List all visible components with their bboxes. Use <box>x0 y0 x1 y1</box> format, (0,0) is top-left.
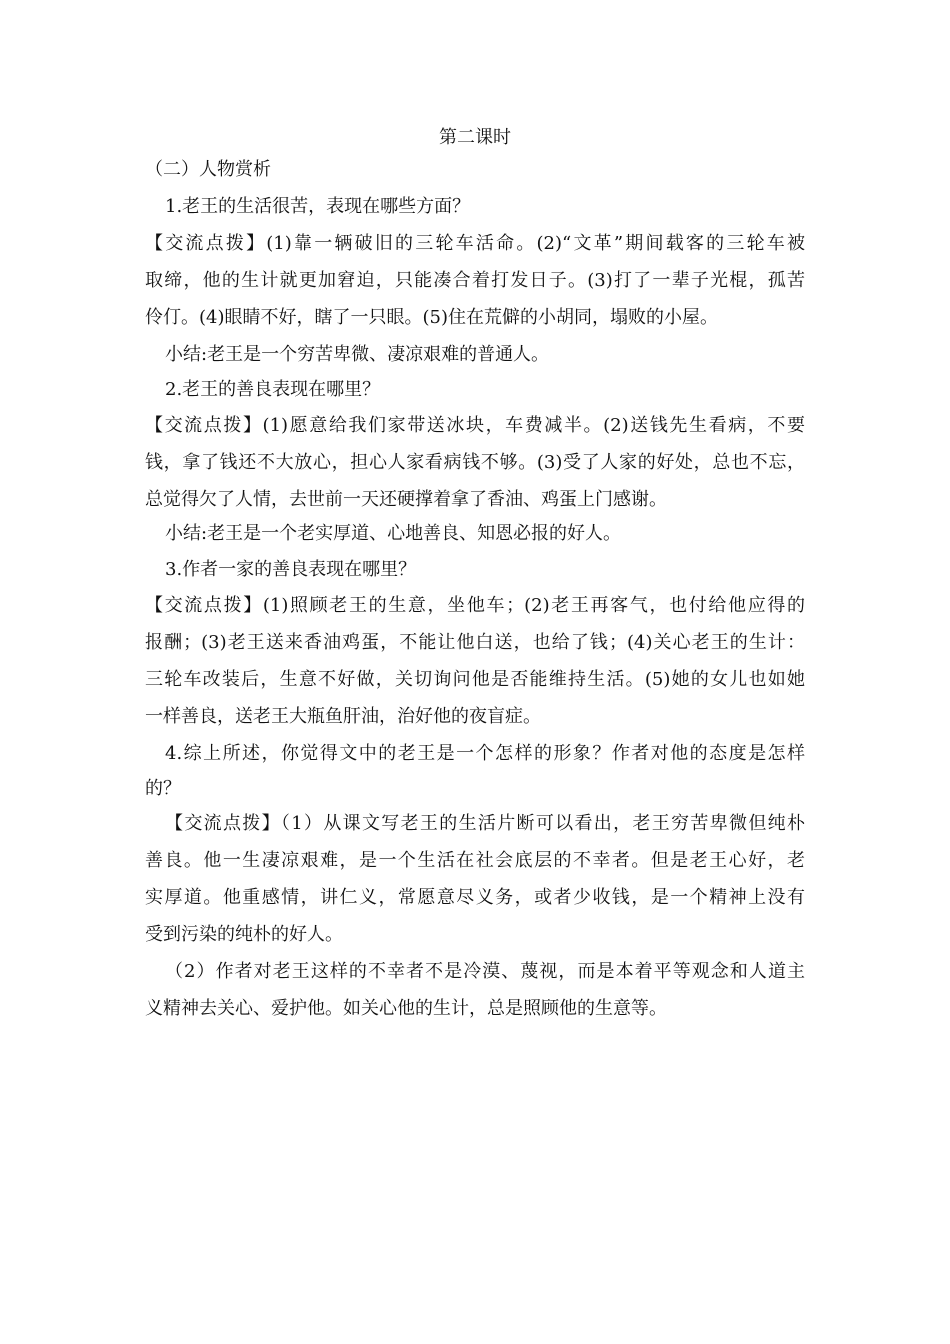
answer-3-line-4: 一样善良，送老王大瓶鱼肝油，治好他的夜盲症。 <box>145 706 541 727</box>
answer-4-line-4: 受到污染的纯朴的好人。 <box>145 924 343 945</box>
question-1: 1.老王的生活很苦，表现在哪些方面？ <box>165 196 471 217</box>
question-4-line-2: 的？ <box>145 778 181 799</box>
answer-3-line-3: 三轮车改装后，生意不好做，关切询问他是否能维持生活。(5)她的女儿也如她 <box>145 669 805 690</box>
answer-4-line-2: 善良。他一生凄凉艰难，是一个生活在社会底层的不幸者。但是老王心好，老 <box>145 850 805 871</box>
page-title: 第二课时 <box>439 127 511 148</box>
summary-1: 小结:老王是一个穷苦卑微、凄凉艰难的普通人。 <box>165 344 550 365</box>
answer-1-line-1: 【交流点拨】(1)靠一辆破旧的三轮车活命。(2)“文革”期间载客的三轮车被 <box>145 233 805 254</box>
answer-3-line-2: 报酬；(3)老王送来香油鸡蛋，不能让他白送，也给了钱；(4)关心老王的生计： <box>145 632 805 653</box>
answer-3-line-1: 【交流点拨】(1)照顾老王的生意，坐他车；(2)老王再客气，也付给他应得的 <box>145 595 805 616</box>
answer-2-line-3: 总觉得欠了人情，去世前一天还硬撑着拿了香油、鸡蛋上门感谢。 <box>145 489 667 510</box>
section-heading: （二）人物赏析 <box>145 159 271 180</box>
answer-2-line-1: 【交流点拨】(1)愿意给我们家带送冰块，车费减半。(2)送钱先生看病，不要 <box>145 415 805 436</box>
answer-4b-line-1: （2）作者对老王这样的不幸者不是冷漠、蔑视，而是本着平等观念和人道主 <box>165 961 805 982</box>
answer-2-line-2: 钱，拿了钱还不大放心，担心人家看病钱不够。(3)受了人家的好处，总也不忘， <box>145 452 805 473</box>
question-4-line-1: 4.综上所述，你觉得文中的老王是一个怎样的形象？作者对他的态度是怎样 <box>165 743 805 764</box>
summary-2: 小结:老王是一个老实厚道、心地善良、知恩必报的好人。 <box>165 523 622 544</box>
answer-4b-line-2: 义精神去关心、爱护他。如关心他的生计，总是照顾他的生意等。 <box>145 998 667 1019</box>
answer-4-line-1: 【交流点拨】（1）从课文写老王的生活片断可以看出，老王穷苦卑微但纯朴 <box>165 813 805 834</box>
answer-4-line-3: 实厚道。他重感情，讲仁义，常愿意尽义务，或者少收钱，是一个精神上没有 <box>145 887 805 908</box>
answer-1-line-2: 取缔，他的生计就更加窘迫，只能凑合着打发日子。(3)打了一辈子光棍，孤苦 <box>145 270 805 291</box>
question-2: 2.老王的善良表现在哪里？ <box>165 379 381 400</box>
question-3: 3.作者一家的善良表现在哪里？ <box>165 559 417 580</box>
answer-1-line-3: 伶仃。(4)眼睛不好，瞎了一只眼。(5)住在荒僻的小胡同，塌败的小屋。 <box>145 307 718 328</box>
